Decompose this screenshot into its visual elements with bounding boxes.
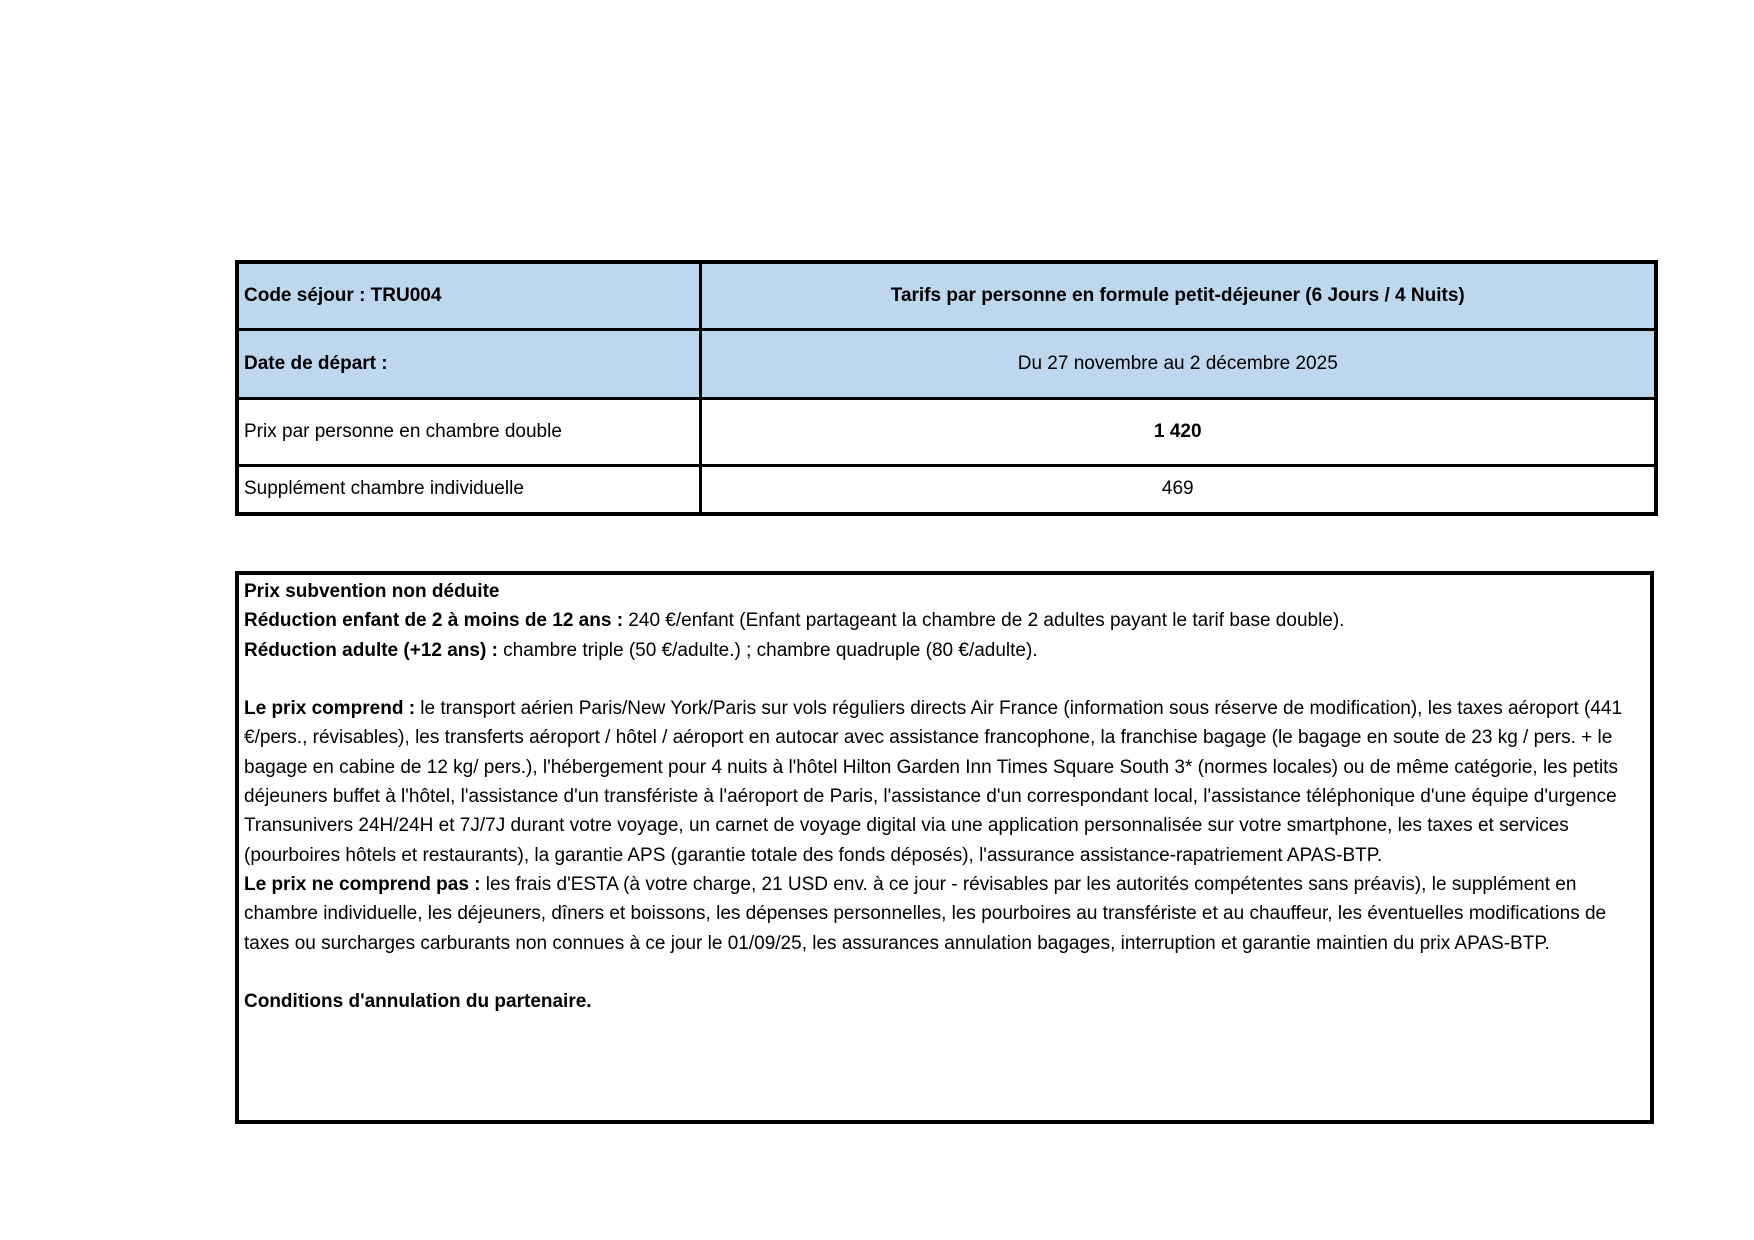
table-row-stay-code bbox=[237, 262, 1656, 329]
price-excludes-text: les frais d'ESTA (à votre charge, 21 USD env. à ce jour - révisables par les autorités compétentes sans préavis), le supplément en chambre individuelle, les déjeuners, dîners et boissons, les dépenses personnelles, les pourboires au transfériste et au chauffeur, les éventuelles modifications de taxes ou surcharges carburants non connues à ce jour le 01/09/25, les assurances annulation bagages, interruption et garantie maintien du prix APAS-BTP. bbox=[244, 873, 1607, 954]
table-row-double-room-price bbox=[237, 398, 1656, 465]
departure-date-label: Date de départ : bbox=[237, 329, 700, 398]
cancellation-conditions: Conditions d'annulation du partenaire. bbox=[244, 991, 592, 1013]
departure-date-value: Du 27 novembre au 2 décembre 2025 bbox=[700, 329, 1656, 398]
price-excludes bbox=[244, 870, 1646, 958]
spacer bbox=[244, 665, 1646, 694]
stay-code-label: Code séjour : TRU004 bbox=[237, 262, 700, 329]
child-reduction-label: Réduction enfant de 2 à moins de 12 ans : bbox=[244, 610, 624, 632]
table-row-single-supplement bbox=[237, 465, 1656, 514]
table-row-departure-date bbox=[237, 329, 1656, 398]
adult-reduction-label: Réduction adulte (+12 ans) : bbox=[244, 639, 498, 661]
price-includes-label: Le prix comprend : bbox=[244, 698, 416, 720]
child-reduction-text: 240 €/enfant (Enfant partageant la chambre de 2 adultes payant le tarif base double). bbox=[623, 610, 1345, 632]
price-includes-text: le transport aérien Paris/New York/Paris sur vols réguliers directs Air France (information sous réserve de modification), les taxes aéroport (441 €/pers., révisables), les transferts aéroport / hôtel / aéroport en autocar avec assistance francophone, la franchise bagage (le bagage en soute de 23 kg / pers. + le bagage en cabine de 12 kg/ pers.), l'hébergement pour 4 nuits à l'hôtel Hilton Garden Inn Times Square South 3* (normes locales) ou de même catégorie, les petits déjeuners buffet à l'hôtel, l'assistance d'un transfériste à l'aéroport de Paris, l'assistance d'un correspondant local, l'assistance téléphonique d'une équipe d'urgence Transunivers 24H/24H et 7J/7J durant votre voyage, un carnet de voyage digital via une application personnalisée sur votre smartphone, les taxes et services (pourboires hôtels et restaurants), la garantie APS (garantie totale des fonds déposés), l'assurance assistance-rapatriement APAS-BTP. bbox=[244, 698, 1623, 866]
spacer bbox=[244, 958, 1646, 987]
double-room-price-value: 1 420 bbox=[700, 398, 1656, 465]
child-reduction bbox=[244, 606, 1646, 635]
single-supplement-label: Supplément chambre individuelle bbox=[237, 465, 700, 514]
conditions-box bbox=[235, 571, 1654, 1124]
rate-description-header: Tarifs par personne en formule petit-déjeuner (6 Jours / 4 Nuits) bbox=[700, 262, 1656, 329]
price-table bbox=[235, 260, 1658, 516]
subsidy-note: Prix subvention non déduite bbox=[244, 581, 500, 602]
price-includes bbox=[244, 694, 1646, 870]
price-excludes-label: Le prix ne comprend pas : bbox=[244, 873, 481, 895]
adult-reduction-text: chambre triple (50 €/adulte.) ; chambre quadruple (80 €/adulte). bbox=[497, 639, 1038, 661]
single-supplement-value: 469 bbox=[700, 465, 1656, 514]
double-room-price-label: Prix par personne en chambre double bbox=[237, 398, 700, 465]
adult-reduction bbox=[244, 636, 1646, 665]
